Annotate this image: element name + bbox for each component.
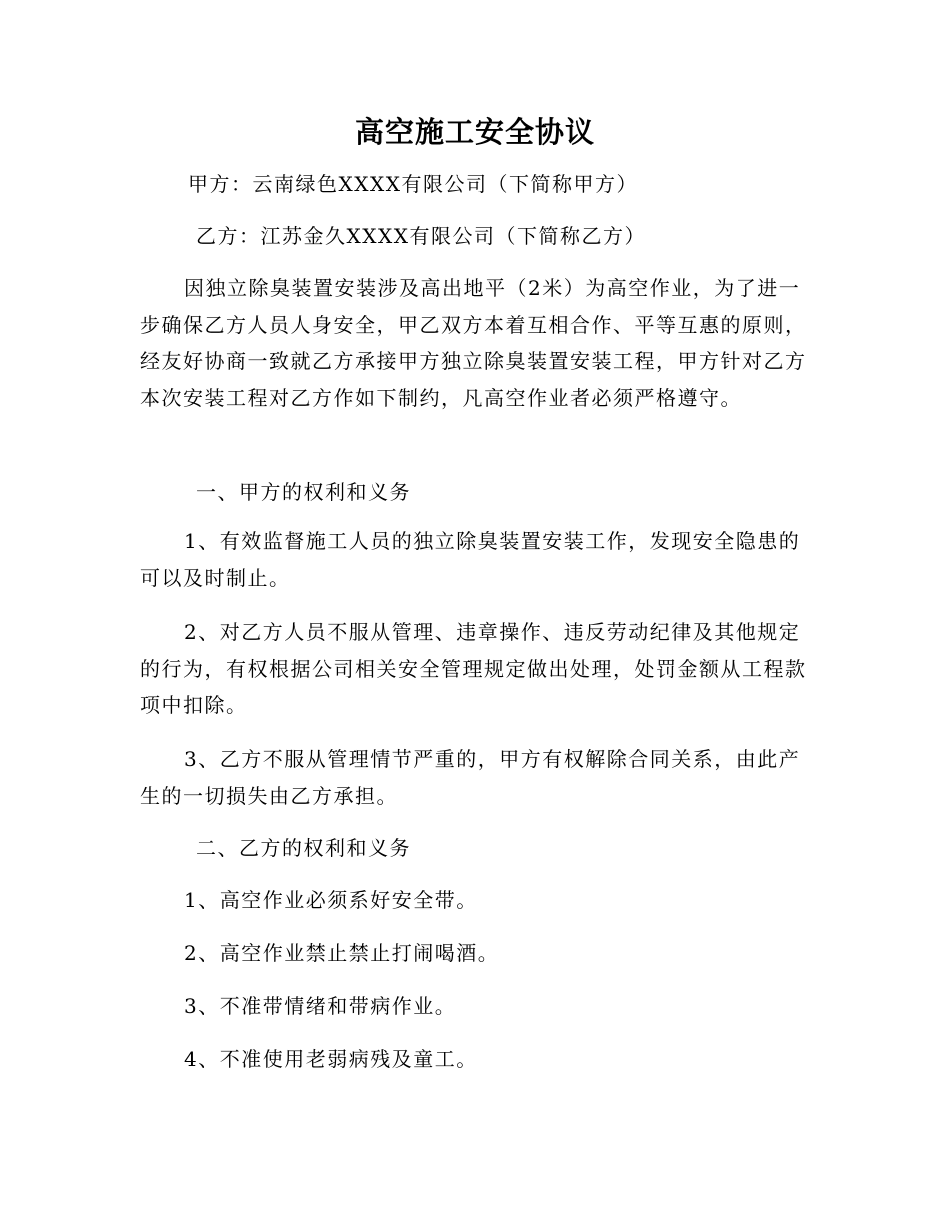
section-1-item-1: 1、有效监督施工人员的独立除臭装置安装工作，发现安全隐患的可以及时制止。: [140, 529, 801, 590]
document-title: 高空施工安全协议: [354, 115, 595, 149]
section-2-item-4: 4、不准使用老弱病残及童工。: [184, 1047, 478, 1071]
section-1-item-2: 2、对乙方人员不服从管理、违章操作、违反劳动纪律及其他规定的行为，有权根据公司相关安全管理规定做出处理，处罚金额从工程款项中扣除。: [140, 620, 807, 717]
section-2-item-1: 1、高空作业必须系好安全带。: [184, 888, 478, 912]
section-2-item-2: 2、高空作业禁止禁止打闹喝酒。: [184, 941, 500, 965]
section-2-heading: 二、乙方的权利和义务: [196, 836, 411, 860]
section-2-item-3: 3、不准带情绪和带病作业。: [184, 994, 457, 1018]
party-a-line: 甲方：云南绿色XXXX有限公司（下简称甲方）: [188, 172, 638, 196]
section-1-item-3: 3、乙方不服从管理情节严重的，甲方有权解除合同关系，由此产生的一切损失由乙方承担。: [140, 747, 801, 808]
party-b-line: 乙方：江苏金久XXXX有限公司（下简称乙方）: [196, 224, 646, 248]
section-1-heading: 一、甲方的权利和义务: [196, 480, 411, 504]
intro-paragraph: 因独立除臭装置安装涉及高出地平（2米）为高空作业，为了进一步确保乙方人员人身安全，甲乙双方本着互相合作、平等互惠的原则，经友好协商一致就乙方承接甲方独立除臭装置安装工程，甲方针对乙方本次安装工程对乙方作如下制约，凡高空作业者必须严格遵守。: [140, 276, 807, 410]
